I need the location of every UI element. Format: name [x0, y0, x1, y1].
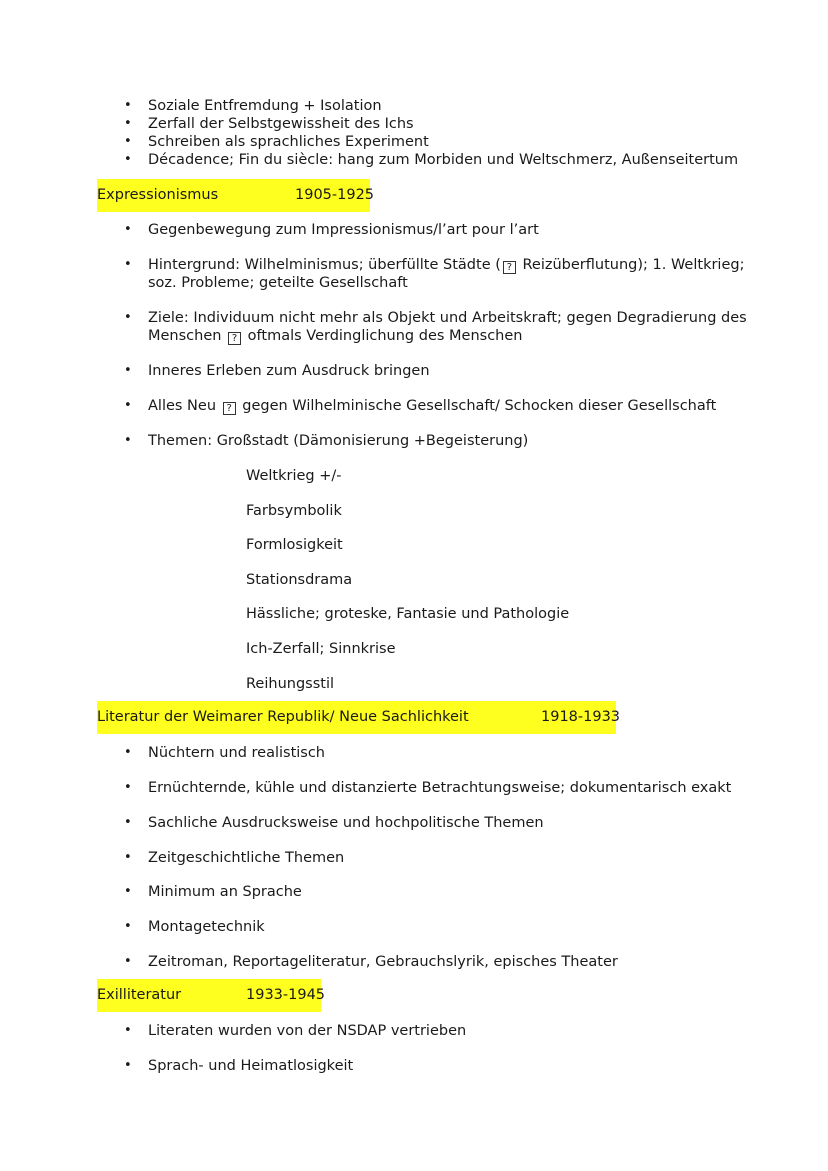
- section-heading-weimar: [97, 701, 621, 734]
- bullet-icon: •: [124, 433, 132, 448]
- unknown-glyph-icon: ?: [228, 332, 241, 345]
- list-item: • Alles Neu ? gegen Wilhelminische Gesellschaft/ Schocken dieser Gesellschaft: [124, 398, 717, 414]
- list-item: • Sprach- und Heimatlosigkeit: [124, 1058, 354, 1074]
- list-item: • Hintergrund: Wilhelminismus; überfüllte Städte ( ? Reizüberflutung); 1. Weltkrieg; soz. Probleme; geteilte Gesellschaft: [124, 257, 745, 291]
- section-years: 1933-1945: [246, 987, 326, 1003]
- bullet-icon: •: [124, 363, 132, 378]
- list-item: • Literaten wurden von der NSDAP vertrieben: [124, 1023, 467, 1039]
- theme-item: Formlosigkeit: [246, 537, 343, 553]
- section-heading-exil: [97, 979, 326, 1012]
- list-item: • Themen: Großstadt (Dämonisierung +Begeisterung): [124, 433, 529, 449]
- bullet-icon: •: [124, 116, 132, 131]
- section-title: Expressionismus: [97, 187, 219, 203]
- section-years: 1905-1925: [295, 187, 375, 203]
- list-item: • Décadence; Fin du siècle: hang zum Morbiden und Weltschmerz, Außenseitertum: [124, 152, 739, 168]
- section-title: Exilliteratur: [97, 987, 182, 1003]
- unknown-glyph-icon: ?: [223, 402, 236, 415]
- theme-item: Weltkrieg +/-: [246, 468, 342, 484]
- bullet-icon: •: [124, 850, 132, 865]
- list-item: • Sachliche Ausdrucksweise und hochpolitische Themen: [124, 815, 544, 831]
- bullet-icon: •: [124, 919, 132, 934]
- list-item: • Zeitroman, Reportageliteratur, Gebrauchslyrik, episches Theater: [124, 954, 618, 970]
- section-title: Literatur der Weimarer Republik/ Neue Sachlichkeit: [97, 709, 469, 725]
- list-item: • Montagetechnik: [124, 919, 265, 935]
- bullet-icon: •: [124, 1023, 132, 1038]
- theme-item: Hässliche; groteske, Fantasie und Pathologie: [246, 606, 570, 622]
- section-years: 1918-1933: [541, 709, 621, 725]
- theme-item: Farbsymbolik: [246, 503, 342, 519]
- theme-item: Ich-Zerfall; Sinnkrise: [246, 641, 396, 657]
- bullet-icon: •: [124, 780, 132, 795]
- bullet-icon: •: [124, 134, 132, 149]
- bullet-icon: •: [124, 954, 132, 969]
- list-item: • Inneres Erleben zum Ausdruck bringen: [124, 363, 430, 379]
- bullet-icon: •: [124, 745, 132, 760]
- unknown-glyph-icon: ?: [503, 261, 516, 274]
- list-item: • Ernüchternde, kühle und distanzierte Betrachtungsweise; dokumentarisch exakt: [124, 780, 732, 796]
- list-item: • Schreiben als sprachliches Experiment: [124, 134, 429, 150]
- list-item: • Gegenbewegung zum Impressionismus/l’art pour l’art: [124, 222, 539, 238]
- list-item: • Ziele: Individuum nicht mehr als Objekt und Arbeitskraft; gegen Degradierung des Menschen ? oftmals Verdinglichung des Menschen: [124, 310, 747, 344]
- theme-item: Reihungsstil: [246, 676, 334, 692]
- list-item: • Minimum an Sprache: [124, 884, 302, 900]
- list-item: • Nüchtern und realistisch: [124, 745, 325, 761]
- list-item: • Zeitgeschichtliche Themen: [124, 850, 345, 866]
- bullet-icon: •: [124, 1058, 132, 1073]
- theme-item: Stationsdrama: [246, 572, 353, 588]
- bullet-icon: •: [124, 222, 132, 237]
- list-item: • Zerfall der Selbstgewissheit des Ichs: [124, 116, 414, 132]
- list-item: • Soziale Entfremdung + Isolation: [124, 98, 382, 114]
- bullet-icon: •: [124, 310, 132, 325]
- section-heading-expressionismus: [97, 179, 375, 212]
- bullet-icon: •: [124, 884, 132, 899]
- bullet-icon: •: [124, 398, 132, 413]
- bullet-icon: •: [124, 98, 132, 113]
- bullet-icon: •: [124, 152, 132, 167]
- bullet-icon: •: [124, 257, 132, 272]
- bullet-icon: •: [124, 815, 132, 830]
